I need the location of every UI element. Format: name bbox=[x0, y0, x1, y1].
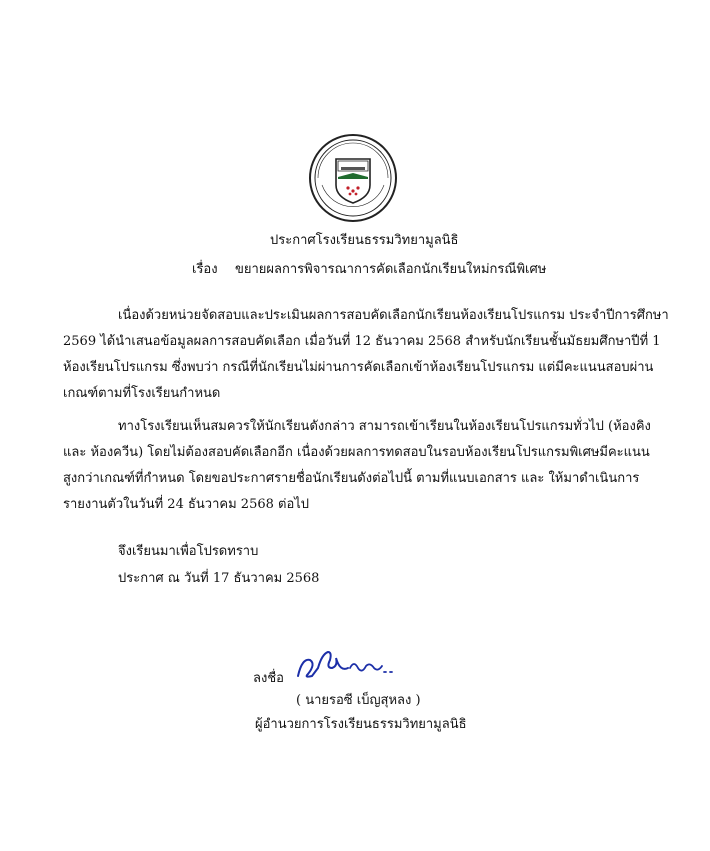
handwritten-signature bbox=[292, 638, 402, 688]
signer-position: ผู้อำนวยการโรงเรียนธรรมวิทยามูลนิธิ bbox=[255, 717, 467, 732]
school-seal-logo bbox=[308, 133, 398, 223]
paragraph-line: เนื่องด้วยหน่วยจัดสอบและประเมินผลการสอบคัดเลือกนักเรียนห้องเรียนโปรแกรม ประจำปีการศึกษา bbox=[118, 308, 669, 323]
paragraph-line: ทางโรงเรียนเห็นสมควรให้นักเรียนดังกล่าว สามารถเข้าเรียนในห้องเรียนโปรแกรมทั่วไป (ห้องคิง bbox=[118, 419, 651, 434]
paragraph-line: เกณฑ์ตามที่โรงเรียนกำหนด bbox=[63, 386, 221, 401]
subject-text: ขยายผลการพิจารณาการคัดเลือกนักเรียนใหม่กรณีพิเศษ bbox=[235, 262, 547, 277]
signature-label: ลงชื่อ bbox=[253, 671, 284, 686]
paragraph-line: ห้องเรียนโปรแกรม ซึ่งพบว่า กรณีที่นักเรียนไม่ผ่านการคัดเลือกเข้าห้องเรียนโปรแกรม แต่มีคะแนนสอบผ่าน bbox=[63, 360, 654, 375]
paragraph-line: รายงานตัวในวันที่ 24 ธันวาคม 2568 ต่อไป bbox=[63, 497, 310, 512]
paragraph-line: 2569 ได้นำเสนอข้อมูลผลการสอบคัดเลือก เมื่อวันที่ 12 ธันวาคม 2568 สำหรับนักเรียนชั้นมัธยมศึกษาปีที่ 1 bbox=[63, 334, 661, 349]
paragraph-line: สูงกว่าเกณฑ์ที่กำหนด โดยขอประกาศรายชื่อนักเรียนดังต่อไปนี้ ตามที่แนบเอกสาร และ ให้มาดำเนินการ bbox=[63, 471, 640, 486]
announce-date: ประกาศ ณ วันที่ 17 ธันวาคม 2568 bbox=[118, 571, 320, 586]
signer-name: ( นายรอซี เบ็ญสุหลง ) bbox=[296, 693, 421, 708]
announcement-title: ประกาศโรงเรียนธรรมวิทยามูลนิธิ bbox=[270, 233, 459, 248]
subject-label: เรื่อง bbox=[192, 262, 218, 277]
closing-line: จึงเรียนมาเพื่อโปรดทราบ bbox=[118, 544, 259, 559]
paragraph-line: และ ห้องควีน) โดยไม่ต้องสอบคัดเลือกอีก เนื่องด้วยผลการทดสอบในรอบห้องเรียนโปรแกรมพิเศษมีคะแนน bbox=[63, 445, 650, 460]
